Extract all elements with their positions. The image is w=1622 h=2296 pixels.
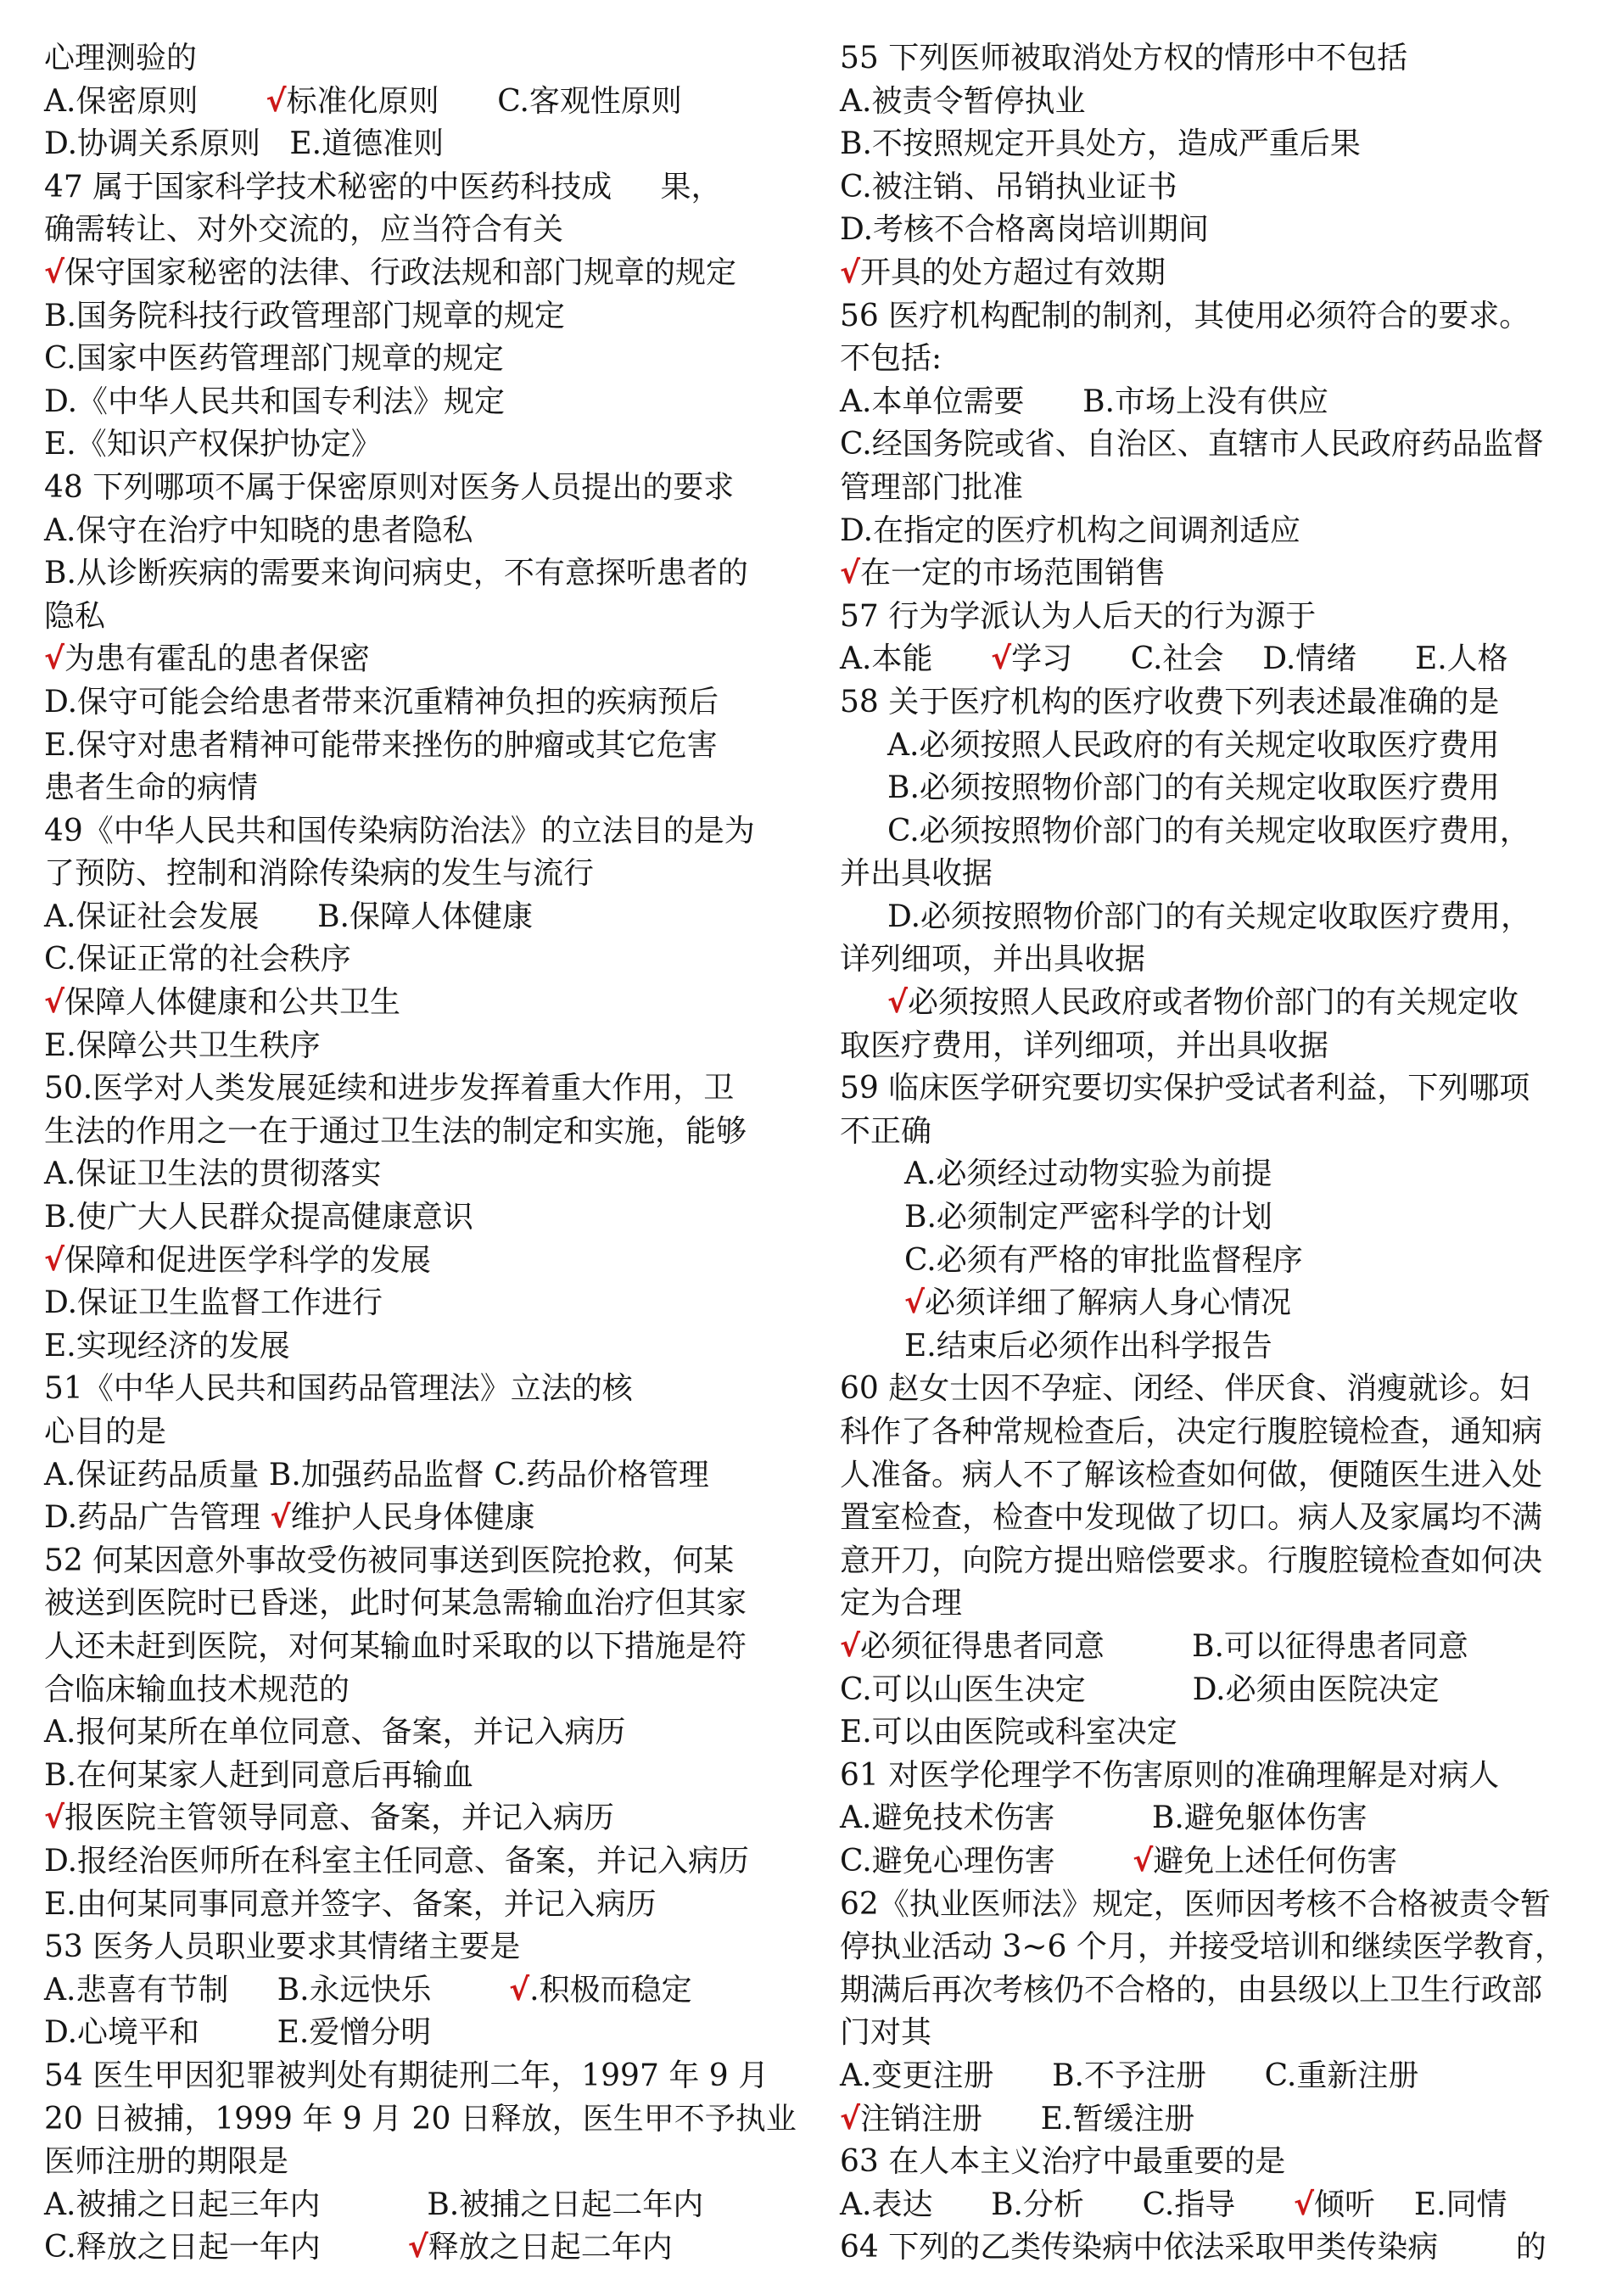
line-text: 维护人民身体健康 xyxy=(290,1500,535,1536)
right-line: 63 在人本主义治疗中最重要的是 xyxy=(840,2144,1286,2180)
right-line: 并出具收据 xyxy=(840,856,993,892)
left-line: D.心境平和 E.爱憎分明 xyxy=(44,2015,432,2051)
right-line: 管理部门批准 xyxy=(840,469,1024,505)
right-line: 详列细项，并出具收据 xyxy=(840,942,1146,977)
left-line: B.使广大人民群众提高健康意识 xyxy=(44,1200,473,1235)
line-text: 倾听 E.同情 xyxy=(1314,2187,1507,2222)
left-line: 合临床输血技术规范的 xyxy=(44,1672,350,1707)
line-text: 学习 C.社会 D.情绪 E.人格 xyxy=(1011,641,1508,677)
right-line xyxy=(840,1282,1586,1325)
right-line xyxy=(840,638,1586,681)
answer-check-mark: √ xyxy=(991,641,1012,677)
answer-check-mark: √ xyxy=(44,255,65,290)
left-line: 53 医务人员职业要求其情绪主要是 xyxy=(44,1929,521,1965)
left-line: 隐私 xyxy=(44,598,106,634)
left-line: 48 下列哪项不属于保密原则对医务人员提出的要求 xyxy=(44,469,735,505)
right-line xyxy=(840,252,1586,295)
answer-check-mark: √ xyxy=(840,255,861,290)
left-line: D.《中华人民共和国专利法》规定 xyxy=(44,384,506,419)
answer-check-mark: √ xyxy=(840,556,861,591)
left-line: D.报经治医师所在科室主任同意、备案，并记入病历 xyxy=(44,1843,750,1879)
left-line: 心目的是 xyxy=(44,1414,167,1449)
left-line: E.保障公共卫生秩序 xyxy=(44,1028,321,1063)
answer-check-mark: √ xyxy=(270,1500,291,1536)
left-column xyxy=(44,37,797,2270)
right-line: 不包括: xyxy=(840,341,942,377)
left-line: C.国家中医药管理部门规章的规定 xyxy=(44,341,504,377)
left-line: D.协调关系原则 E.道德准则 xyxy=(44,126,445,162)
left-line: 51《中华人民共和国药品管理法》立法的核 xyxy=(44,1371,633,1407)
left-line: B.在何某家人赶到同意后再输血 xyxy=(44,1757,473,1793)
line-text: A.保密原则 xyxy=(44,83,266,119)
answer-check-mark: √ xyxy=(407,2230,428,2265)
right-line: D.考核不合格离岗培训期间 xyxy=(840,212,1210,248)
right-line: A.避免技术伤害 B.避免躯体伤害 xyxy=(840,1800,1368,1836)
right-line: B.不按照规定开具处方，造成严重后果 xyxy=(840,126,1361,162)
line-text: 保守国家秘密的法律、行政法规和部门规章的规定 xyxy=(64,255,737,290)
answer-check-mark: √ xyxy=(840,2101,861,2136)
right-line: 60 赵女士因不孕症、闭经、伴厌食、消瘦就诊。妇 xyxy=(840,1371,1530,1407)
line-text: 注销注册 E.暂缓注册 xyxy=(860,2101,1195,2136)
answer-check-mark: √ xyxy=(887,985,909,1021)
left-line: 医师注册的期限是 xyxy=(44,2144,289,2180)
answer-check-mark: √ xyxy=(44,1800,65,1836)
answer-check-mark: √ xyxy=(904,1285,926,1321)
right-line: 62《执业医师法》规定，医师因考核不合格被责令暂 xyxy=(840,1886,1551,1922)
answer-check-mark: √ xyxy=(44,1242,65,1278)
right-line: B.必须制定严密科学的计划 xyxy=(904,1200,1272,1235)
left-line: A.被捕之日起三年内 B.被捕之日起二年内 xyxy=(44,2187,704,2222)
right-line: E.结束后必须作出科学报告 xyxy=(904,1328,1272,1364)
right-line: C.可以山医生决定 D.必须由医院决定 xyxy=(840,1672,1440,1707)
left-line: 生法的作用之一在于通过卫生法的制定和实施，能够 xyxy=(44,1113,747,1149)
right-line: 意开刀，向院方提出赔偿要求。行腹腔镜检查如何决 xyxy=(840,1543,1543,1578)
line-text: 保障和促进医学科学的发展 xyxy=(64,1242,432,1278)
right-column xyxy=(840,37,1586,2270)
right-line: E.可以由医院或科室决定 xyxy=(840,1715,1177,1750)
right-line: 期满后再次考核仍不合格的，由县级以上卫生行政部 xyxy=(840,1972,1543,2008)
right-line: C.必须有严格的审批监督程序 xyxy=(904,1242,1303,1278)
answer-check-mark: √ xyxy=(44,641,65,677)
right-line: 科作了各种常规检查后，决定行腹腔镜检查，通知病 xyxy=(840,1414,1543,1449)
line-text: 必须征得患者同意 B.可以征得患者同意 xyxy=(860,1628,1468,1664)
answer-check-mark: √ xyxy=(266,83,287,119)
left-line: 20 日被捕，1999 年 9 月 20 日释放，医生甲不予执业 xyxy=(44,2101,797,2136)
left-line: E.实现经济的发展 xyxy=(44,1328,290,1364)
right-line: 64 下列的乙类传染病中依法采取甲类传染病 的 xyxy=(840,2230,1546,2265)
answer-check-mark: √ xyxy=(1133,1843,1154,1879)
right-line: A.被责令暂停执业 xyxy=(840,83,1086,119)
left-line: B.从诊断疾病的需要来询问病史，不有意探听患者的 xyxy=(44,556,748,591)
left-line: 54 医生甲因犯罪被判处有期徒刑二年，1997 年 9 月 xyxy=(44,2058,769,2093)
right-line xyxy=(840,982,1586,1025)
right-line: A.本单位需要 B.市场上没有供应 xyxy=(840,384,1329,419)
right-line: 人准备。病人不了解该检查如何做，便随医生进入处 xyxy=(840,1457,1543,1492)
left-line: 被送到医院时已昏迷，此时何某急需输血治疗但其家 xyxy=(44,1586,747,1621)
line-text: 避免上述任何伤害 xyxy=(1153,1843,1398,1879)
left-line xyxy=(44,252,791,295)
right-line: 门对其 xyxy=(840,2015,932,2051)
left-line xyxy=(44,2226,791,2270)
line-text: D.药品广告管理 xyxy=(44,1500,271,1536)
right-line: 56 医疗机构配制的制剂，其使用必须符合的要求。 xyxy=(840,298,1530,333)
left-line: D.保守可能会给患者带来沉重精神负担的疾病预后 xyxy=(44,684,719,720)
left-line: 人还未赶到医院，对何某输血时采取的以下措施是符 xyxy=(44,1628,747,1664)
left-line: A.保守在治疗中知晓的患者隐私 xyxy=(44,512,473,548)
right-line: 57 行为学派认为人后天的行为源于 xyxy=(840,598,1317,634)
right-line xyxy=(840,1626,1586,1669)
answer-check-mark: √ xyxy=(1294,2187,1315,2222)
line-text: 标准化原则 C.客观性原则 xyxy=(286,83,682,119)
answer-check-mark: √ xyxy=(840,1628,861,1664)
right-line: 取医疗费用，详列细项，并出具收据 xyxy=(840,1028,1329,1063)
left-line: A.保证药品质量 B.加强药品监督 C.药品价格管理 xyxy=(44,1457,709,1492)
line-text: A.本能 xyxy=(840,641,992,677)
left-line: 患者生命的病情 xyxy=(44,770,259,806)
line-text: 报医院主管领导同意、备案，并记入病历 xyxy=(64,1800,615,1836)
line-text: C.释放之日起一年内 xyxy=(44,2230,408,2265)
right-line xyxy=(840,2184,1586,2227)
left-line: 49《中华人民共和国传染病防治法》的立法目的是为 xyxy=(44,813,755,848)
left-line xyxy=(44,982,791,1025)
left-line: 心理测验的 xyxy=(44,41,198,76)
left-line xyxy=(44,1497,791,1540)
left-line: 52 何某因意外事故受伤被同事送到医院抢救，何某 xyxy=(44,1543,735,1578)
right-line: 定为合理 xyxy=(840,1586,963,1621)
left-line xyxy=(44,81,791,124)
answer-check-mark: √ xyxy=(44,985,65,1021)
line-text: A.悲喜有节制 B.永远快乐 xyxy=(44,1972,510,2008)
left-line xyxy=(44,1797,791,1840)
right-line: C.被注销、吊销执业证书 xyxy=(840,169,1177,204)
right-line: A.变更注册 B.不予注册 C.重新注册 xyxy=(840,2058,1419,2093)
left-line: E.《知识产权保护协定》 xyxy=(44,427,382,462)
line-text: 必须按照人民政府或者物价部门的有关规定收 xyxy=(908,985,1519,1021)
right-line: 停执业活动 3~6 个月，并接受培训和继续医学教育， xyxy=(840,1929,1565,1965)
line-text: 保障人体健康和公共卫生 xyxy=(64,985,401,1021)
right-line: 不正确 xyxy=(840,1113,932,1149)
line-text: 必须详细了解病人身心情况 xyxy=(925,1285,1292,1321)
line-text: 开具的处方超过有效期 xyxy=(860,255,1166,290)
line-text: 为患有霍乱的患者保密 xyxy=(64,641,371,677)
right-line: D.在指定的医疗机构之间调剂适应 xyxy=(840,512,1301,548)
line-text: A.表达 B.分析 C.指导 xyxy=(840,2187,1295,2222)
left-line: E.由何某同事同意并签字、备案，并记入病历 xyxy=(44,1886,657,1922)
right-line: C.必须按照物价部门的有关规定收取医疗费用， xyxy=(887,813,1530,848)
right-line: 置室检查，检查中发现做了切口。病人及家属均不满 xyxy=(840,1500,1543,1536)
right-line: B.必须按照物价部门的有关规定收取医疗费用 xyxy=(887,770,1500,806)
answer-check-mark: √ xyxy=(509,1972,530,2008)
right-line: C.经国务院或省、自治区、直辖市人民政府药品监督 xyxy=(840,427,1544,462)
left-line: D.保证卫生监督工作进行 xyxy=(44,1285,383,1321)
line-text: 释放之日起二年内 xyxy=(428,2230,673,2265)
left-line: 50.医学对人类发展延续和进步发挥着重大作用，卫 xyxy=(44,1071,735,1106)
left-line: 47 属于国家科学技术秘密的中医药科技成 果， xyxy=(44,169,722,204)
right-line: 55 下列医师被取消处方权的情形中不包括 xyxy=(840,41,1408,76)
right-line: 59 临床医学研究要切实保护受试者利益，下列哪项 xyxy=(840,1071,1530,1106)
left-line: A.保证社会发展 B.保障人体健康 xyxy=(44,899,534,934)
right-line: 58 关于医疗机构的医疗收费下列表述最准确的是 xyxy=(840,684,1500,720)
line-text: 在一定的市场范围销售 xyxy=(860,556,1166,591)
right-line xyxy=(840,2098,1586,2142)
right-line: A.必须按照人民政府的有关规定收取医疗费用 xyxy=(887,727,1500,763)
left-line: C.保证正常的社会秩序 xyxy=(44,942,351,977)
left-line: B.国务院科技行政管理部门规章的规定 xyxy=(44,298,565,333)
right-line xyxy=(840,552,1586,596)
left-line xyxy=(44,1969,791,2013)
right-line: A.必须经过动物实验为前提 xyxy=(904,1156,1272,1192)
right-line: D.必须按照物价部门的有关规定收取医疗费用， xyxy=(887,899,1532,934)
left-line xyxy=(44,638,791,681)
right-line xyxy=(840,1840,1586,1884)
line-text: .积极而稳定 xyxy=(529,1972,692,2008)
left-line: 确需转让、对外交流的，应当符合有关 xyxy=(44,212,564,248)
line-text: C.避免心理伤害 xyxy=(840,1843,1133,1879)
left-line: A.报何某所在单位同意、备案，并记入病历 xyxy=(44,1715,626,1750)
left-line: 了预防、控制和消除传染病的发生与流行 xyxy=(44,856,595,892)
left-line: E.保守对患者精神可能带来挫伤的肿瘤或其它危害 xyxy=(44,727,718,763)
right-line: 61 对医学伦理学不伤害原则的准确理解是对病人 xyxy=(840,1757,1500,1793)
left-line xyxy=(44,1240,791,1283)
left-line: A.保证卫生法的贯彻落实 xyxy=(44,1156,382,1192)
